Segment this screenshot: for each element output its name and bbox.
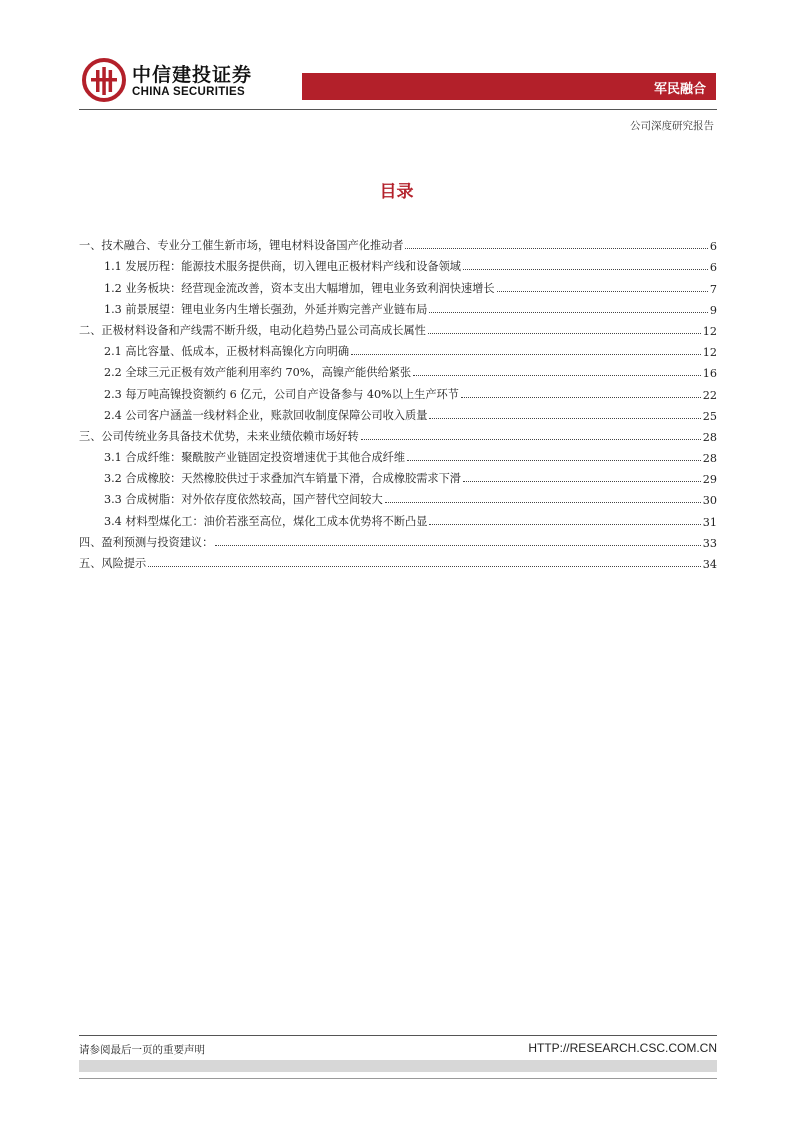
- toc-leader: [428, 332, 701, 334]
- toc-entry[interactable]: [79, 423, 717, 444]
- toc-leader: [461, 396, 701, 398]
- toc-entry[interactable]: [79, 274, 717, 295]
- toc-leader: [351, 353, 701, 355]
- header-divider: [79, 109, 717, 110]
- toc-leader: [429, 523, 700, 525]
- toc-entry[interactable]: [79, 317, 717, 338]
- section-label: 军民融合: [653, 82, 706, 97]
- toc-entry-text: 二、正极材料设备和产线需不断升级，电动化趋势凸显公司高成长属性: [79, 323, 426, 337]
- toc-entry-page: 29: [702, 473, 717, 487]
- toc-title: 目录: [379, 182, 414, 202]
- toc-entry[interactable]: [79, 486, 717, 507]
- toc-entry-text: 2.1 高比容量、低成本，正极材料高镍化方向明确: [104, 345, 350, 359]
- toc-entry-page: 16: [702, 367, 717, 381]
- toc-entry-page: 6: [709, 261, 717, 275]
- toc-entry-text: 2.2 全球三元正极有效产能利用率约 70%，高镍产能供给紧张: [104, 366, 412, 380]
- toc-leader: [215, 544, 700, 546]
- toc-entry-page: 25: [702, 409, 717, 423]
- toc-entry-text: 三、公司传统业务具备技术优势，未来业绩依赖市场好转: [79, 429, 359, 443]
- table-of-contents: [79, 232, 717, 571]
- toc-entry-page: 6: [709, 240, 717, 254]
- toc-leader: [148, 565, 701, 567]
- toc-entry-page: 28: [702, 430, 717, 444]
- toc-entry-text: 1.2 业务板块：经营现金流改善，资本支出大幅增加，锂电业务致利润快速增长: [104, 281, 495, 295]
- toc-entry-text: 1.3 前景展望：锂电业务内生增长强劲，外延并购完善产业链布局: [104, 302, 428, 316]
- toc-leader: [463, 268, 708, 270]
- toc-entry[interactable]: [79, 232, 717, 253]
- toc-entry-page: 12: [702, 346, 717, 360]
- toc-entry-page: 31: [702, 515, 717, 529]
- toc-leader: [405, 247, 707, 249]
- toc-entry[interactable]: [79, 359, 717, 380]
- toc-entry[interactable]: [79, 444, 717, 465]
- toc-leader: [407, 459, 701, 461]
- toc-entry-page: 33: [702, 536, 717, 550]
- toc-entry[interactable]: [79, 338, 717, 359]
- toc-entry-text: 一、技术融合、专业分工催生新市场，锂电材料设备国产化推动者: [79, 239, 404, 253]
- toc-entry-page: 22: [702, 388, 717, 402]
- toc-entry-text: 2.3 每万吨高镍投资额约 6 亿元，公司自产设备参与 40%以上生产环节: [104, 387, 459, 401]
- footer-line: [79, 1078, 717, 1079]
- toc-entry-text: 3.2 合成橡胶：天然橡胶供过于求叠加汽车销量下滑，合成橡胶需求下滑: [104, 472, 461, 486]
- csc-logo-icon: [82, 58, 126, 102]
- toc-entry-text: 3.3 合成树脂：对外依存度依然较高，国产替代空间较大: [104, 493, 383, 507]
- brand-name-en: CHINA SECURITIES: [132, 86, 245, 98]
- toc-entry-text: 3.1 合成纤维：聚酰胺产业链固定投资增速优于其他合成纤维: [104, 451, 406, 465]
- toc-leader: [361, 438, 701, 440]
- toc-leader: [385, 501, 701, 503]
- header-section-bar: [302, 73, 716, 100]
- toc-entry[interactable]: [79, 402, 717, 423]
- toc-entry[interactable]: [79, 550, 717, 571]
- toc-leader: [463, 480, 701, 482]
- toc-entry[interactable]: [79, 253, 717, 274]
- report-type: 公司深度研究报告: [630, 120, 714, 132]
- toc-entry-text: 3.4 材料型煤化工：油价若涨至高位，煤化工成本优势将不断凸显: [104, 514, 428, 528]
- toc-entry[interactable]: [79, 380, 717, 401]
- brand-name-cn: 中信建投证券: [132, 64, 253, 86]
- toc-entry-text: 五、风险提示: [79, 557, 147, 570]
- toc-entry[interactable]: [79, 296, 717, 317]
- toc-leader: [497, 290, 708, 292]
- disclaimer-note: 请参阅最后一页的重要声明: [79, 1044, 205, 1056]
- toc-entry[interactable]: [79, 529, 717, 550]
- toc-entry-page: 28: [702, 452, 717, 466]
- toc-entry[interactable]: [79, 465, 717, 486]
- toc-entry-text: 1.1 发展历程：能源技术服务提供商，切入锂电正极材料产线和设备领域: [104, 260, 461, 274]
- footer-divider: [79, 1035, 717, 1036]
- toc-entry-page: 34: [702, 558, 717, 571]
- toc-entry-page: 7: [709, 282, 717, 296]
- toc-entry-page: 9: [709, 303, 717, 317]
- toc-leader: [429, 311, 707, 313]
- website-link[interactable]: HTTP://RESEARCH.CSC.COM.CN: [528, 1041, 717, 1055]
- toc-entry-text: 四、盈利预测与投资建议：: [79, 535, 214, 549]
- company-logo: [82, 56, 253, 108]
- toc-entry-text: 2.4 公司客户涵盖一线材料企业，账款回收制度保障公司收入质量: [104, 408, 428, 422]
- toc-entry-page: 12: [702, 324, 717, 338]
- toc-entry[interactable]: [79, 507, 717, 528]
- footer-band: [79, 1060, 717, 1072]
- toc-leader: [413, 374, 701, 376]
- toc-leader: [429, 417, 700, 419]
- toc-entry-page: 30: [702, 494, 717, 508]
